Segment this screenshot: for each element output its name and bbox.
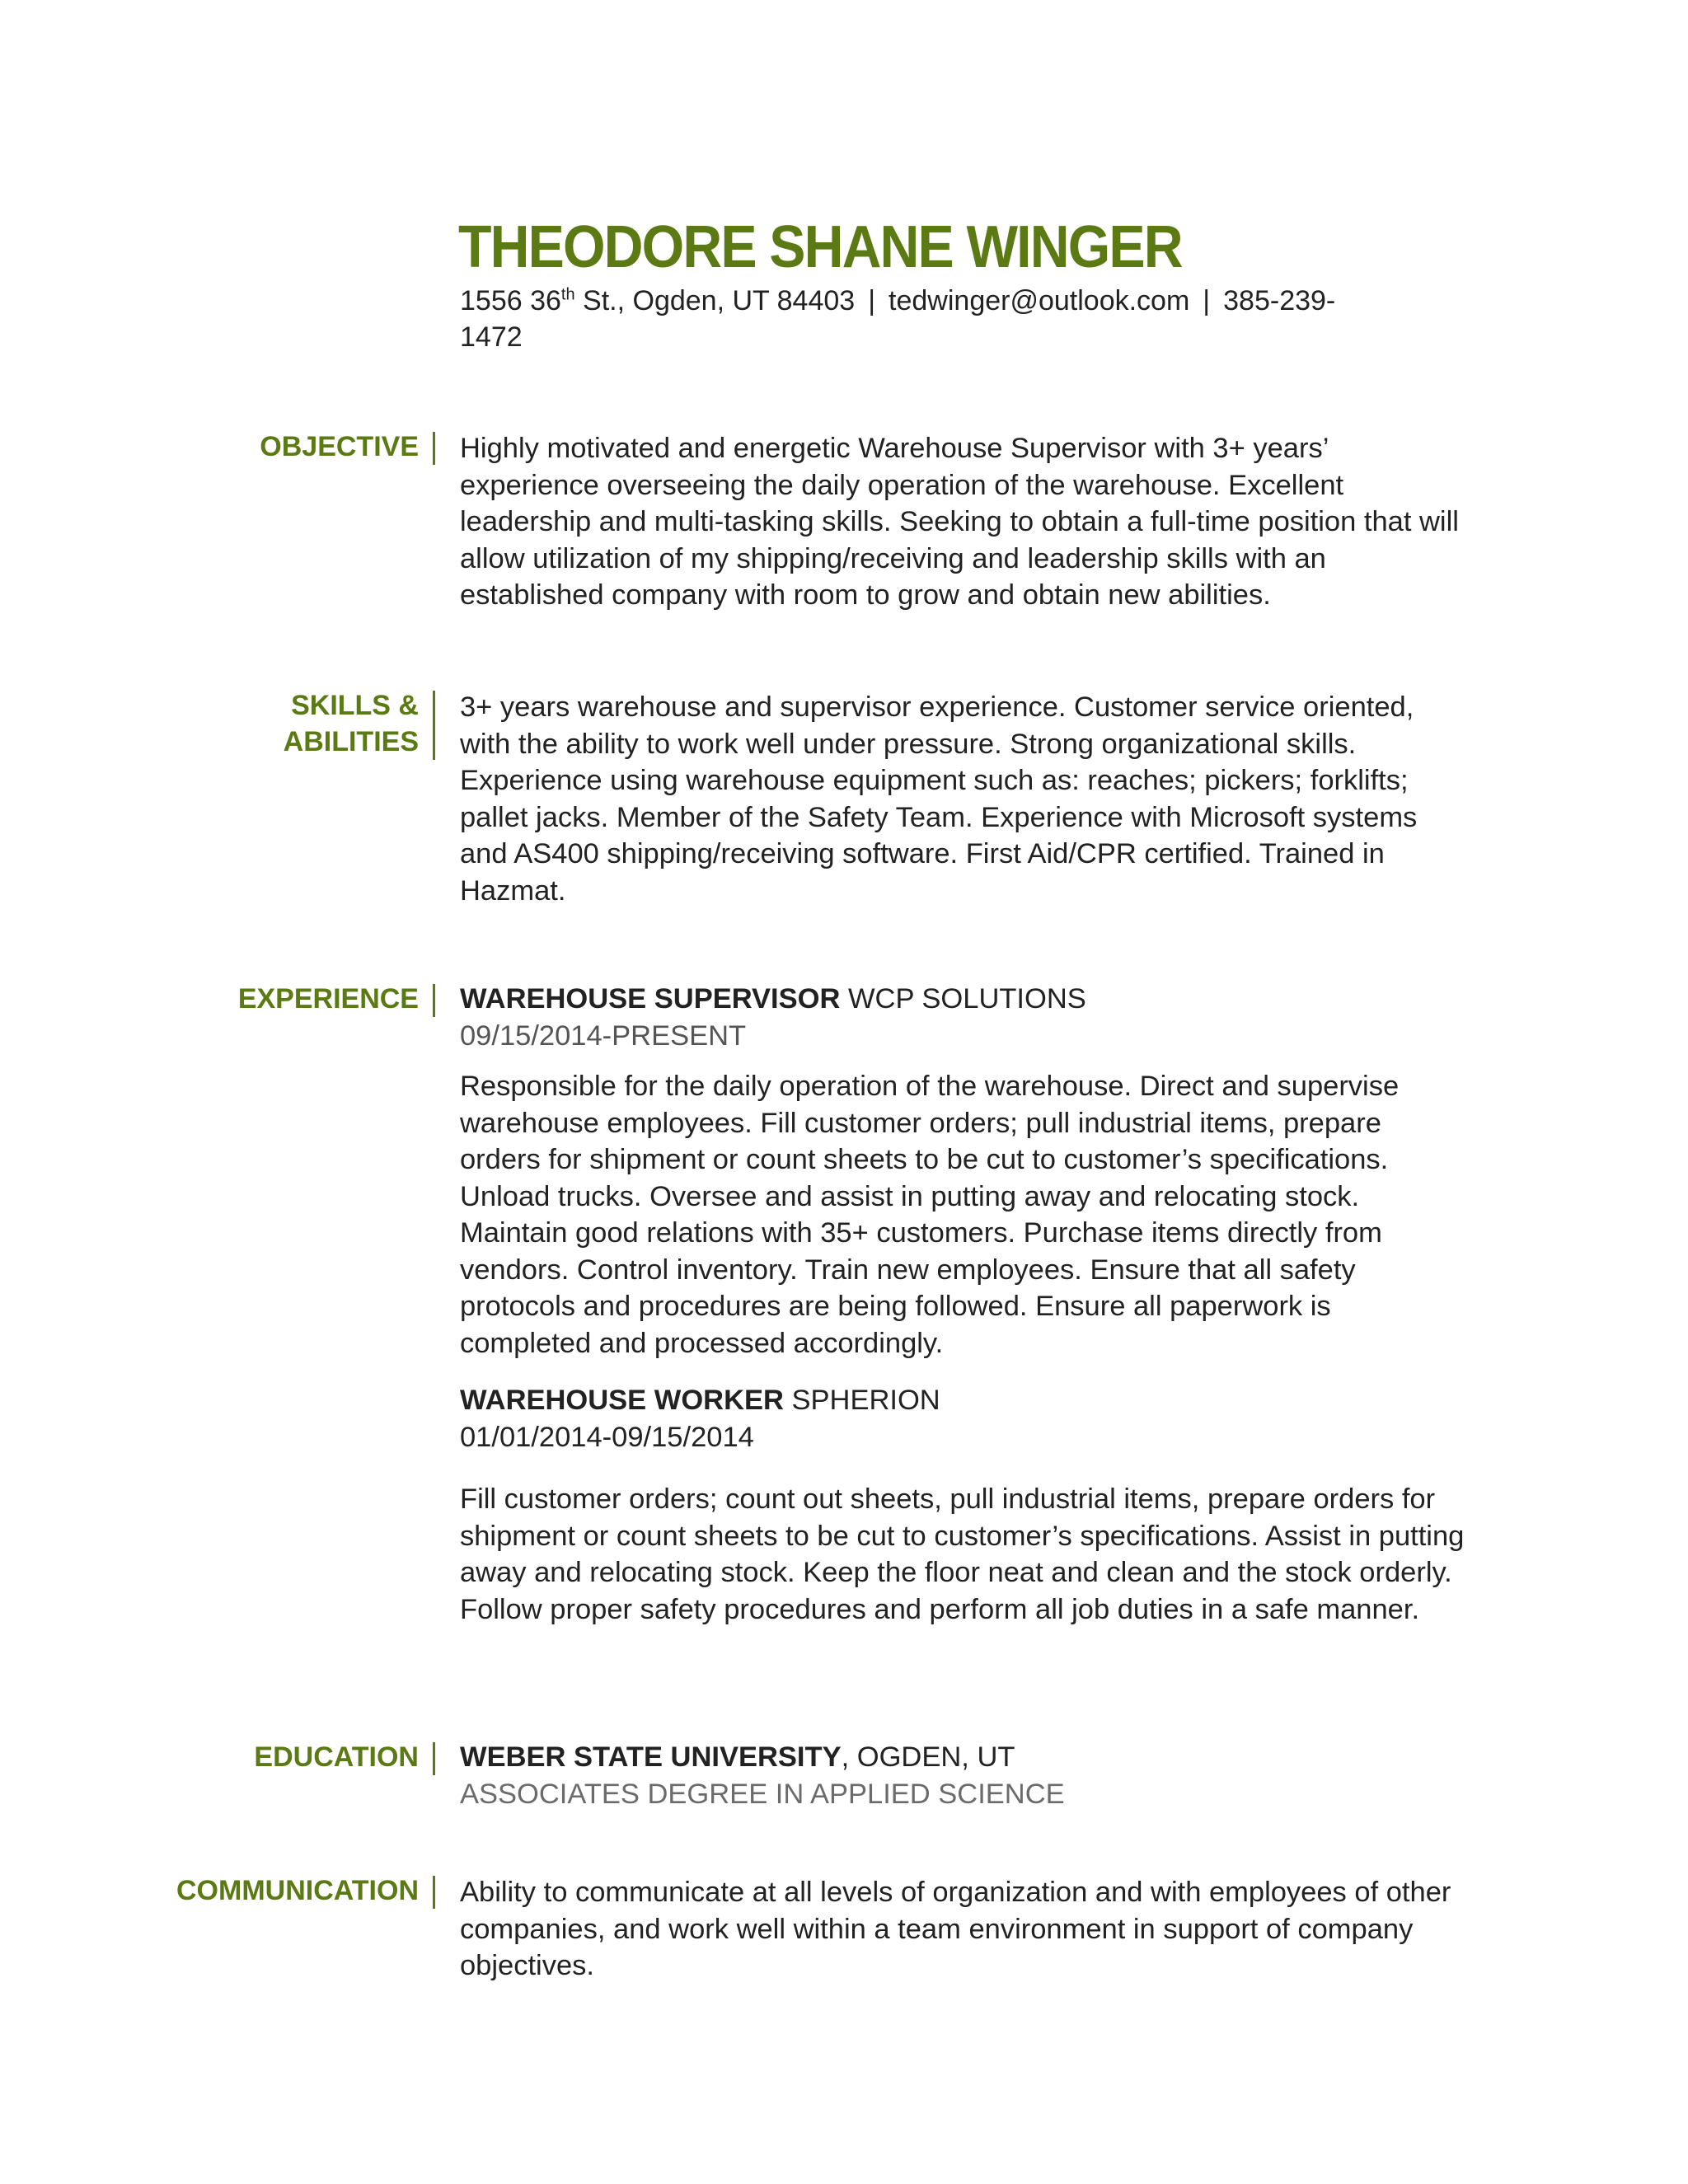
job-description: Responsible for the daily operation of the warehouse. Direct and supervise warehouse employees. Fill customer orders; pull industrial items, prepare orders for shipment or count sheets to be cut to customer’s specifications. Unload trucks. Oversee and assist in putting away and relocating stock. Maintain good relations with 35+ customers. Purchase items directly from vendors. Control inventory. Train new employees. Ensure that all safety protocols and procedures are being followed. Ensure all paperwork is completed and processed accordingly. [460,1071,1400,1359]
separator: | [1203,285,1211,316]
job-description: Fill customer orders; count out sheets, pull industrial items, prepare orders for shipment or count sheets to be cut to customer’s specifications. Assist in putting away and relocating stock. Keep the floor neat and clean and the stock orderly. Follow proper safety procedures and perform all job duties in a safe manner. [460,1483,1465,1625]
job-heading [460,1382,1465,1419]
section-divider [433,432,435,465]
communication-text: Ability to communicate at all levels of organization and with employees of other companies, and work well within a team environment in support of company objectives. [460,1877,1451,1981]
degree: ASSOCIATES DEGREE IN APPLIED SCIENCE [460,1778,1065,1810]
phone: 385-239- 1472 [460,285,1336,353]
job-entry [460,981,1465,1054]
section-divider [433,691,435,760]
job-company: SPHERION [783,1385,940,1416]
school-location: , OGDEN, UT [841,1741,1015,1773]
section-label-education: EDUCATION [254,1741,419,1773]
candidate-name: THEODORE SHANE WINGER [458,214,1182,280]
separator: | [868,285,876,316]
section-divider [433,984,435,1017]
job-dates: 09/15/2014-PRESENT [460,1019,747,1052]
address: 1556 36th St., Ogden, UT 84403 [460,285,856,316]
job-company: WCP SOLUTIONS [840,983,1086,1015]
objective-text: Highly motivated and energetic Warehouse Supervisor with 3+ years’ experience overseeing the daily operation of the warehouse. Excellent leadership and multi-tasking skills. Seeking to obtain a full-time position that will allow utilization of my shipping/receiving and leadership skills with an established company with room to grow and obtain new abilities. [460,433,1459,611]
email: tedwinger@outlook.com [889,285,1190,316]
skills-text: 3+ years warehouse and supervisor experience. Customer service oriented, with the ability to work well under pressure. Strong organizational skills. Experience using warehouse equipment such as: reaches; pickers; forklifts; pallet jacks. Member of the Safety Team. Experience with Microsoft systems and AS400 shipping/receiving software. First Aid/CPR certified. Trained in Hazmat. [460,691,1418,907]
section-label-objective: OBJECTIVE [260,431,419,462]
section-divider [433,1876,435,1909]
school-heading [460,1739,1465,1776]
school-name: WEBER STATE UNIVERSITY [460,1741,842,1773]
education-entry [460,1739,1465,1812]
job-dates: 01/01/2014-09/15/2014 [460,1421,754,1453]
job-entry [460,1382,1465,1455]
job-title: WAREHOUSE SUPERVISOR [460,983,841,1015]
job-heading [460,981,1465,1018]
section-divider [433,1742,435,1775]
job-title: WAREHOUSE WORKER [460,1385,784,1416]
contact-info [460,283,1449,355]
section-label-experience: EXPERIENCE [237,983,419,1015]
section-label-communication: COMMUNICATION [176,1875,419,1906]
section-label-skills: SKILLS & ABILITIES [283,690,419,757]
